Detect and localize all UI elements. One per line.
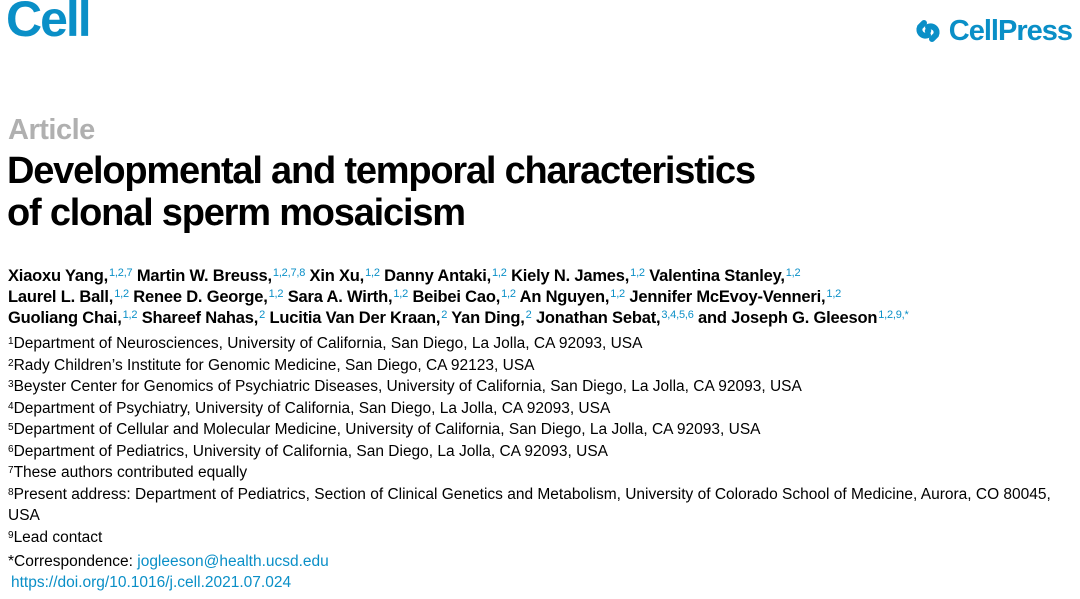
author-name-text: Shareef Nahas,	[141, 309, 259, 327]
author-name-text: Lucitia Van Der Kraan,	[269, 309, 441, 327]
author-affiliation-superscript[interactable]: 1,2	[630, 267, 645, 279]
affiliation-text: Lead contact	[13, 528, 103, 546]
author-name-text: Guoliang Chai,	[8, 309, 122, 327]
author-name[interactable]	[8, 309, 137, 327]
affiliation-list	[8, 333, 1078, 548]
correspondence-label: *Correspondence:	[8, 553, 138, 570]
author-name[interactable]	[8, 267, 132, 285]
author-name[interactable]	[269, 309, 447, 327]
affiliation-number: 1	[8, 336, 14, 347]
author-name-text: Kiely N. James,	[511, 267, 630, 285]
affiliation-item	[8, 333, 1078, 355]
author-name-text: Xin Xu,	[309, 267, 365, 285]
author-affiliation-superscript[interactable]: 2	[259, 309, 266, 321]
title-line-2: of clonal sperm mosaicism	[7, 192, 465, 234]
affiliation-text: Department of Psychiatry, University of California, San Diego, La Jolla, CA 92093, USA	[13, 399, 611, 417]
author-name[interactable]	[142, 309, 265, 327]
affiliation-number: 8	[8, 486, 14, 498]
author-affiliation-superscript[interactable]: 1,2	[491, 267, 507, 279]
affiliation-text: Department of Neurosciences, University of California, San Diego, La Jolla, CA 92093, USA	[13, 335, 643, 352]
affiliation-text: These authors contributed equally	[13, 464, 248, 481]
cellpress-logo-icon	[911, 14, 945, 48]
author-affiliation-superscript[interactable]: 2	[525, 309, 532, 321]
author-affiliation-superscript[interactable]: 1,2,7	[109, 267, 133, 279]
author-name-text: Jennifer McEvoy-Venneri,	[629, 288, 826, 306]
affiliation-item	[8, 484, 1078, 527]
author-name[interactable]	[511, 267, 645, 285]
author-name[interactable]	[133, 288, 283, 306]
author-name-text: Jonathan Sebat,	[535, 309, 661, 327]
author-name-text: Yan Ding,	[451, 309, 525, 327]
author-name-text: Laurel L. Ball,	[8, 288, 114, 306]
affiliation-item	[8, 441, 1078, 463]
author-affiliation-superscript[interactable]: 1,2	[501, 288, 516, 300]
article-title	[7, 150, 1007, 234]
author-name[interactable]	[649, 267, 800, 285]
author-name-text: Sara A. Wirth,	[287, 288, 393, 306]
publisher-name: CellPress	[948, 14, 1072, 47]
author-name-text: Danny Antaki,	[384, 267, 491, 285]
article-type-label: Article	[8, 114, 95, 146]
author-affiliation-superscript[interactable]: 1,2	[114, 288, 129, 300]
affiliation-number: 7	[8, 465, 14, 476]
affiliation-text: Department of Pediatrics, University of California, San Diego, La Jolla, CA 92093, USA	[13, 442, 609, 460]
author-affiliation-superscript[interactable]: 1,2,9,*	[878, 309, 909, 321]
author-affiliation-superscript[interactable]: 1,2	[826, 288, 842, 300]
author-affiliation-superscript[interactable]: 1,2	[393, 288, 409, 300]
author-affiliation-superscript[interactable]: 1,2	[785, 267, 801, 279]
author-name-text: and Joseph G. Gleeson	[698, 309, 878, 327]
title-line-1: Developmental and temporal characteristics	[7, 150, 755, 192]
affiliation-number: 6	[8, 443, 14, 455]
author-name-text: Valentina Stanley,	[649, 267, 785, 285]
author-list	[8, 266, 1078, 329]
author-affiliation-superscript[interactable]: 3,4,5,6	[661, 309, 694, 321]
author-name[interactable]	[536, 309, 694, 327]
correspondence	[8, 551, 329, 573]
affiliation-number: 2	[8, 357, 14, 369]
affiliation-item	[8, 398, 1078, 420]
author-name-text: Renee D. George,	[133, 288, 268, 306]
affiliation-text: Beyster Center for Genomics of Psychiatric Diseases, University of California, San Diego, La Jolla, CA 92093, USA	[13, 378, 802, 395]
author-name[interactable]	[8, 288, 129, 306]
author-name-text: Beibei Cao,	[412, 288, 501, 306]
author-name[interactable]	[451, 309, 531, 327]
author-affiliation-superscript[interactable]: 1,2	[610, 288, 625, 300]
affiliation-number: 5	[8, 422, 14, 433]
author-name[interactable]	[520, 288, 625, 306]
affiliation-item	[8, 355, 1078, 377]
author-name[interactable]	[629, 288, 841, 306]
author-affiliation-superscript[interactable]: 1,2	[268, 288, 284, 300]
affiliation-text: Department of Cellular and Molecular Medicine, University of California, San Diego, La Jolla, CA 92093, USA	[13, 421, 761, 438]
correspondence-email-link[interactable]: jogleeson@health.ucsd.edu	[137, 553, 329, 570]
affiliation-number: 3	[8, 379, 14, 390]
author-name-text: Martin W. Breuss,	[136, 267, 272, 285]
author-affiliation-superscript[interactable]: 1,2	[365, 267, 380, 279]
publisher-logo[interactable]	[911, 14, 1072, 48]
affiliation-number: 4	[8, 400, 14, 412]
author-affiliation-superscript[interactable]: 2	[441, 309, 448, 321]
author-affiliation-superscript[interactable]: 1,2,7,8	[272, 267, 306, 279]
author-name[interactable]	[698, 309, 909, 327]
affiliation-item	[8, 376, 1078, 398]
author-name[interactable]	[412, 288, 515, 306]
affiliation-text: Rady Children’s Institute for Genomic Medicine, San Diego, CA 92123, USA	[13, 356, 535, 374]
author-name[interactable]	[288, 288, 408, 306]
author-name[interactable]	[137, 267, 305, 285]
affiliation-number: 9	[8, 529, 14, 541]
author-name[interactable]	[384, 267, 507, 285]
journal-logo: Cell	[6, 0, 90, 47]
doi-link[interactable]: https://doi.org/10.1016/j.cell.2021.07.024	[11, 574, 292, 591]
author-name-text: Xiaoxu Yang,	[8, 267, 108, 285]
affiliation-text: Present address: Department of Pediatrics, Section of Clinical Genetics and Metabolism, University of Colorado School of Medicine, Aurora, CO 80045, USA	[8, 485, 1051, 524]
author-name[interactable]	[310, 267, 380, 285]
affiliation-item	[8, 527, 1078, 549]
affiliation-item	[8, 419, 1078, 441]
author-affiliation-superscript[interactable]: 1,2	[122, 309, 138, 321]
affiliation-item	[8, 462, 1078, 484]
author-name-text: An Nguyen,	[519, 288, 610, 306]
